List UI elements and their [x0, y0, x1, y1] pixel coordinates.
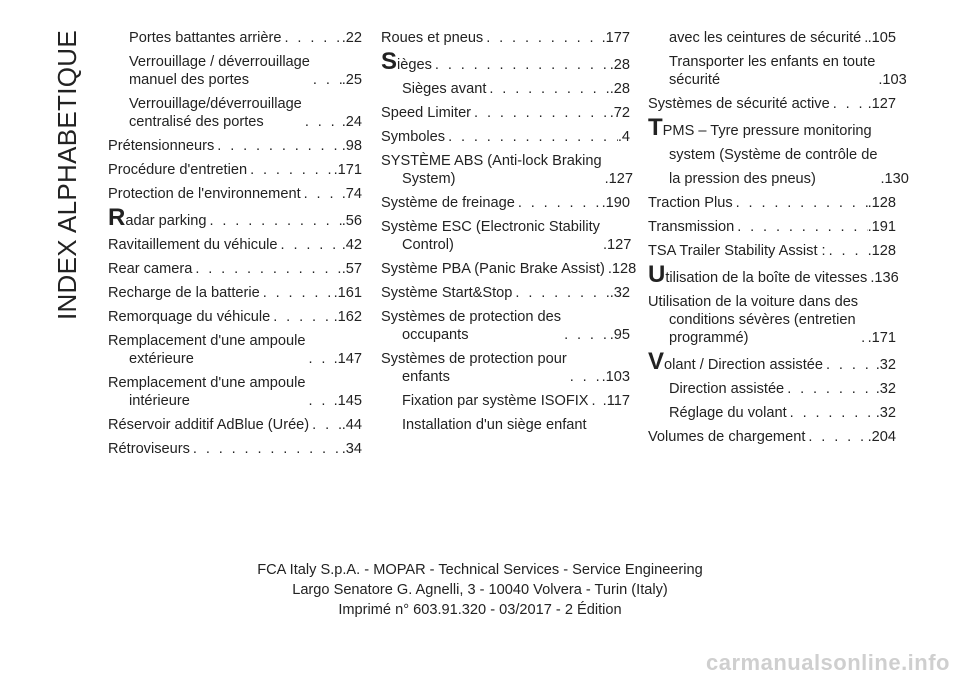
- section-letter: S: [381, 48, 398, 75]
- index-entry[interactable]: TSA Trailer Stability Assist : . . . .128: [648, 242, 896, 260]
- index-column-3: [648, 29, 909, 452]
- index-column-1: [108, 29, 362, 464]
- section-letter: T: [648, 114, 663, 141]
- index-entry[interactable]: Recharge de la batterie . . . .161: [108, 284, 362, 302]
- index-entry[interactable]: Volumes de chargement . . . .204: [648, 428, 896, 446]
- index-entry[interactable]: Procédure d'entretien . . . .171: [108, 161, 362, 179]
- index-entry[interactable]: Remplacement d'une ampoule intérieure . . . .145: [108, 374, 362, 410]
- index-entry[interactable]: Transmission . . . .191: [648, 218, 896, 236]
- index-entry[interactable]: Traction Plus . . . .128: [648, 194, 896, 212]
- index-entry[interactable]: Protection de l'environnement . . . .74: [108, 185, 362, 203]
- index-entry[interactable]: Rear camera . . . .57: [108, 260, 362, 278]
- index-entry[interactable]: Systèmes de protection des occupants . . . .95: [381, 308, 630, 344]
- index-entry[interactable]: Verrouillage / déverrouillage manuel des portes . . . .25: [108, 53, 362, 89]
- index-entry[interactable]: Réservoir additif AdBlue (Urée) . . . .44: [108, 416, 362, 434]
- index-entry[interactable]: Ravitaillement du véhicule . . . .42: [108, 236, 362, 254]
- footer-line: Largo Senatore G. Agnelli, 3 - 10040 Volvera - Turin (Italy): [292, 582, 668, 598]
- index-entry[interactable]: Systèmes de protection pour enfants . . . .103: [381, 350, 630, 386]
- index-entry[interactable]: Sièges avant . . . .28: [381, 80, 630, 98]
- index-entry-letter-r[interactable]: Radar parking . . . .56: [108, 209, 362, 230]
- index-entry-letter-v[interactable]: Volant / Direction assistée . . . .32: [648, 353, 896, 374]
- index-entry[interactable]: Direction assistée . . . .32: [648, 380, 896, 398]
- index-entry-letter-u[interactable]: Utilisation de la boîte de vitesses . . . .136: [648, 266, 896, 287]
- index-entry[interactable]: Transporter les enfants en toute sécurité . . . .103: [648, 53, 896, 89]
- index-entry[interactable]: Speed Limiter . . . .72: [381, 104, 630, 122]
- index-entry[interactable]: avec les ceintures de sécurité . . . .105: [648, 29, 896, 47]
- index-entry[interactable]: Remorquage du véhicule . . . .162: [108, 308, 362, 326]
- index-entry[interactable]: Système Start&Stop . . . .32: [381, 284, 630, 302]
- footer-line: FCA Italy S.p.A. - MOPAR - Technical Services - Service Engineering: [257, 562, 703, 578]
- index-entry[interactable]: Symboles . . . .4: [381, 128, 630, 146]
- index-entry[interactable]: Réglage du volant . . . .32: [648, 404, 896, 422]
- index-entry[interactable]: Système ESC (Electronic Stability Control) . . . .127: [381, 218, 630, 254]
- section-letter: R: [108, 204, 126, 231]
- section-letter: U: [648, 261, 666, 288]
- index-entry[interactable]: Fixation par système ISOFIX . . . .117: [381, 392, 630, 410]
- index-entry[interactable]: Verrouillage/déverrouillage centralisé des portes . . . .24: [108, 95, 362, 131]
- index-entry[interactable]: Prétensionneurs . . . .98: [108, 137, 362, 155]
- index-entry[interactable]: Portes battantes arrière . . . .22: [108, 29, 362, 47]
- index-entry[interactable]: Roues et pneus . . . .177: [381, 29, 630, 47]
- index-entry-letter-t[interactable]: TPMS – Tyre pressure monitoring system (Système de contrôle de la pression des pneus) . . . .130: [648, 119, 896, 188]
- index-entry[interactable]: Système PBA (Panic Brake Assist) . . . .128: [381, 260, 630, 278]
- watermark: carmanualsonline.info: [706, 650, 950, 675]
- publisher-footer: [0, 560, 960, 620]
- footer-line: Imprimé n° 603.91.320 - 03/2017 - 2 Édition: [338, 602, 622, 618]
- index-column-2: [381, 29, 637, 440]
- index-entry[interactable]: Rétroviseurs . . . .34: [108, 440, 362, 458]
- index-entry-letter-s[interactable]: Sièges . . . .28: [381, 53, 630, 74]
- index-entry[interactable]: SYSTÈME ABS (Anti-lock Braking System) . . . .127: [381, 152, 630, 188]
- section-title: INDEX ALPHABETIQUE: [52, 30, 82, 321]
- index-entry[interactable]: Remplacement d'une ampoule extérieure . . . .147: [108, 332, 362, 368]
- section-letter: V: [648, 348, 665, 375]
- index-entry[interactable]: Installation d'un siège enfant: [402, 417, 587, 433]
- index-entry[interactable]: Système de freinage . . . .190: [381, 194, 630, 212]
- index-entry[interactable]: Utilisation de la voiture dans des conditions sévères (entretien programmé) . . . .171: [648, 293, 896, 347]
- index-entry[interactable]: Systèmes de sécurité active . . . .127: [648, 95, 896, 113]
